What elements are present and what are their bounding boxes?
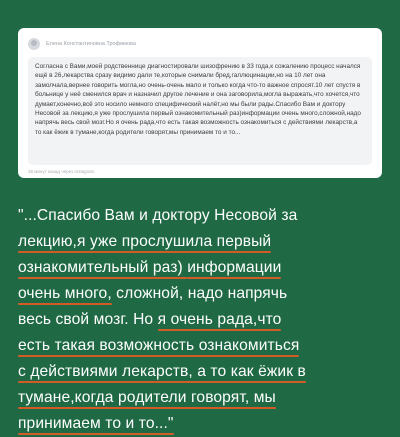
quote-line-7	[18, 359, 384, 385]
quote-underlined-text: есть такая возможность ознакомиться	[18, 337, 300, 354]
quote-text: "...Спасибо Вам и доктору Несовой за	[18, 207, 298, 224]
comment-footer: 38 минут назад через Instagram	[28, 169, 95, 174]
comment-card	[18, 28, 382, 178]
quote-text: весь свой мозг. Но	[18, 311, 158, 328]
quote-underlined-text: ознакомительный раз)	[18, 259, 188, 276]
quote-underlined-text: лекцию,я уже прослушила первый	[18, 233, 272, 250]
quote-line-9	[18, 411, 384, 437]
quote-line-5	[18, 307, 384, 333]
comment-header	[28, 37, 372, 51]
quote-line-3	[18, 255, 384, 281]
quote-line-8	[18, 385, 384, 411]
quote-underlined-text: с действиями лекарств, а то как ёжик в	[18, 363, 306, 380]
quote-underlined-text: я очень рада,что	[157, 311, 282, 328]
quote-line-4	[18, 281, 384, 307]
quote-line-6	[18, 333, 384, 359]
quote-underlined-text: очень много,	[18, 285, 112, 302]
quote-line-2	[18, 229, 384, 255]
comment-author[interactable]: Елена Константиновна Трофимова	[46, 41, 136, 47]
comment-bubble	[28, 57, 372, 165]
highlighted-quote	[18, 203, 384, 437]
quote-text: сложной, надо напрячь	[111, 285, 288, 302]
quote-line-1	[18, 203, 384, 229]
avatar[interactable]	[28, 38, 40, 50]
quote-underlined-text: информации	[187, 259, 282, 276]
comment-text: Согласна с Вами,моей родственнице диагностировали шизофрению в 33 года,к сожалению процесс начался ещё в 26,лекарства сразу видимо дали те,которые снимали бред,галлюцинации,но на 10 лет она замолчала,вернее говорить могла,но очень-очень мало и только когда что-то важное спросят.10 лет спустя в больнице у неё сменился врач и назначил другое лечение и она заговорила,могла выражать,что хочется,что думает,конечно,всё это носило немного специфический налёт,но мы были рады.Спасибо Вам и доктору Несовой за лекцию,я уже прослушила первый ознакомительный раз)информации очень много,сложной,надо напрячь весь свой мозг.Но я очень рада,что есть такая возможность ознакомиться с действиями лекарств,а то как ёжик в тумане,когда родители говорят,мы принимаем то и то...	[35, 63, 361, 136]
quote-underlined-text: тумане,когда родители говорят, мы	[18, 389, 276, 406]
quote-underlined-text: принимаем то и то..."	[18, 415, 174, 432]
